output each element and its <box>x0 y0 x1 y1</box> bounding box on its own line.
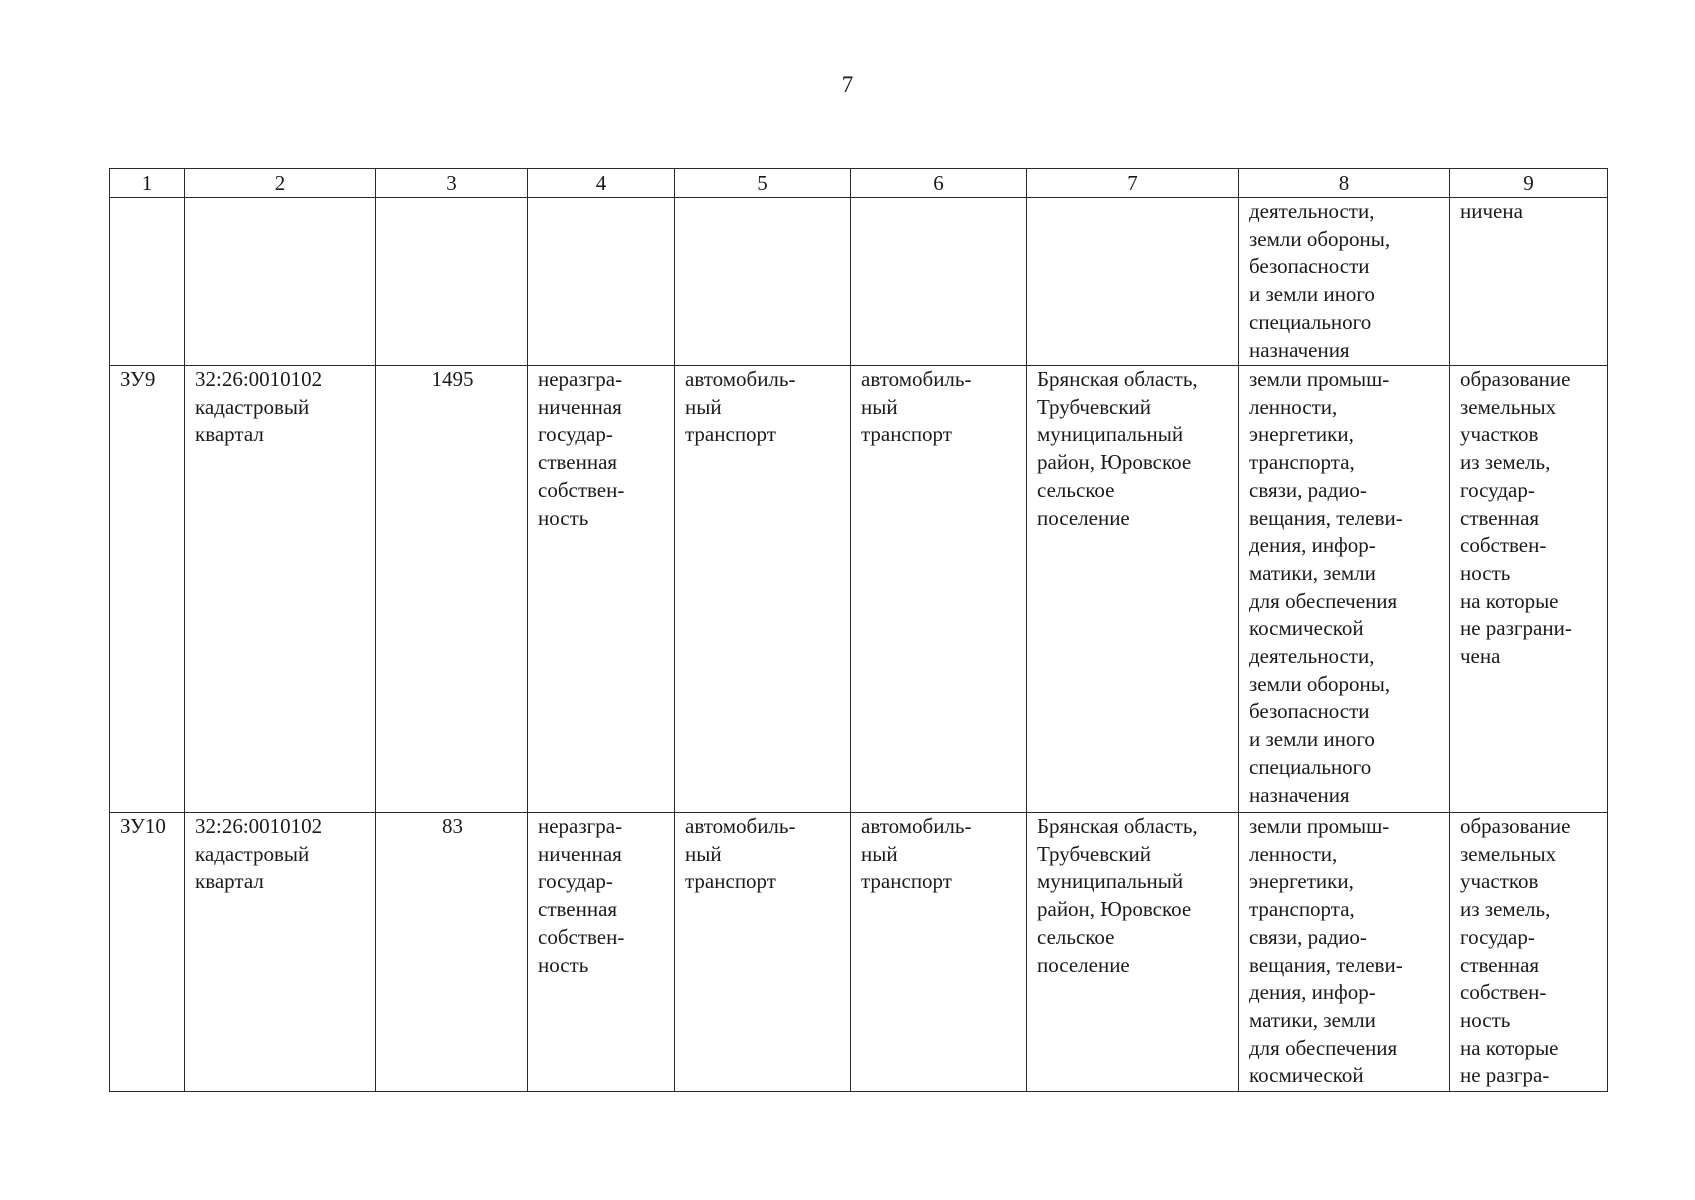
cell-area <box>376 366 528 813</box>
cell-location <box>1027 813 1239 1092</box>
cell-text: деятельности, земли обороны, безопасности и земли иного специального назначения <box>1249 199 1391 362</box>
cell-plot-id <box>110 198 185 366</box>
page-number: 7 <box>841 72 854 97</box>
cell-text: образование земельных участков из земель, государ- ственная собствен- ность на которые не разгра- <box>1460 814 1571 1088</box>
cell-cadastral-quarter <box>185 198 376 366</box>
cell-ownership <box>528 198 675 366</box>
land-plots-table <box>109 168 1608 1092</box>
table-row-zu9 <box>110 366 1608 813</box>
cell-ownership <box>528 813 675 1092</box>
cell-text: ЗУ9 <box>120 367 156 391</box>
cell-permitted-use <box>851 366 1027 813</box>
cell-text: 83 <box>442 814 463 838</box>
cell-text: земли промыш- ленности, энергетики, транспорта, связи, радио- вещания, телеви- дения, инфор- матики, земли для обеспечения космической деятельности, земли обороны, безопасности и земли иного специального назначения <box>1249 367 1403 807</box>
cell-plot-id <box>110 813 185 1092</box>
cell-ownership <box>528 366 675 813</box>
cell-text: ЗУ10 <box>120 814 166 838</box>
cell-text: земли промыш- ленности, энергетики, транспорта, связи, радио- вещания, телеви- дения, инфор- матики, земли для обеспечения космической <box>1249 814 1403 1088</box>
cell-location <box>1027 366 1239 813</box>
cell-text: 1495 <box>431 367 474 391</box>
cell-text: 32:26:0010102 кадастровый квартал <box>195 367 323 447</box>
cell-cadastral-quarter <box>185 813 376 1092</box>
column-number-6: 6 <box>851 169 1027 198</box>
cell-land-category <box>1239 198 1450 366</box>
cell-text: автомобиль- ный транспорт <box>685 367 796 447</box>
cell-use-type <box>675 366 851 813</box>
table-header-row <box>110 169 1608 198</box>
cell-text: 32:26:0010102 кадастровый квартал <box>195 814 323 894</box>
cell-text: автомобиль- ный транспорт <box>861 367 972 447</box>
cell-text: образование земельных участков из земель, государ- ственная собствен- ность на которые не разграни- чена <box>1460 367 1572 669</box>
cell-permitted-use <box>851 198 1027 366</box>
column-number-1: 1 <box>110 169 185 198</box>
table-row-continuation <box>110 198 1608 366</box>
cell-text: автомобиль- ный транспорт <box>861 814 972 894</box>
cell-land-category <box>1239 366 1450 813</box>
cell-plot-id <box>110 366 185 813</box>
cell-text: Брянская область, Трубчевский муниципальный район, Юровское сельское поселение <box>1037 814 1198 977</box>
cell-area <box>376 198 528 366</box>
cell-formation-method <box>1450 813 1608 1092</box>
cell-text: неразгра- ниченная государ- ственная собствен- ность <box>538 367 625 530</box>
column-number-5: 5 <box>675 169 851 198</box>
cell-cadastral-quarter <box>185 366 376 813</box>
column-number-4: 4 <box>528 169 675 198</box>
column-number-9: 9 <box>1450 169 1608 198</box>
cell-text: Брянская область, Трубчевский муниципальный район, Юровское сельское поселение <box>1037 367 1198 530</box>
cell-formation-method <box>1450 366 1608 813</box>
cell-text: ничена <box>1460 199 1523 223</box>
cell-area <box>376 813 528 1092</box>
cell-permitted-use <box>851 813 1027 1092</box>
table-row-zu10 <box>110 813 1608 1092</box>
cell-use-type <box>675 813 851 1092</box>
cell-location <box>1027 198 1239 366</box>
cell-text: автомобиль- ный транспорт <box>685 814 796 894</box>
column-number-2: 2 <box>185 169 376 198</box>
cell-land-category <box>1239 813 1450 1092</box>
column-number-7: 7 <box>1027 169 1239 198</box>
cell-use-type <box>675 198 851 366</box>
cell-formation-method <box>1450 198 1608 366</box>
cell-text: неразгра- ниченная государ- ственная собствен- ность <box>538 814 625 977</box>
column-number-8: 8 <box>1239 169 1450 198</box>
column-number-3: 3 <box>376 169 528 198</box>
